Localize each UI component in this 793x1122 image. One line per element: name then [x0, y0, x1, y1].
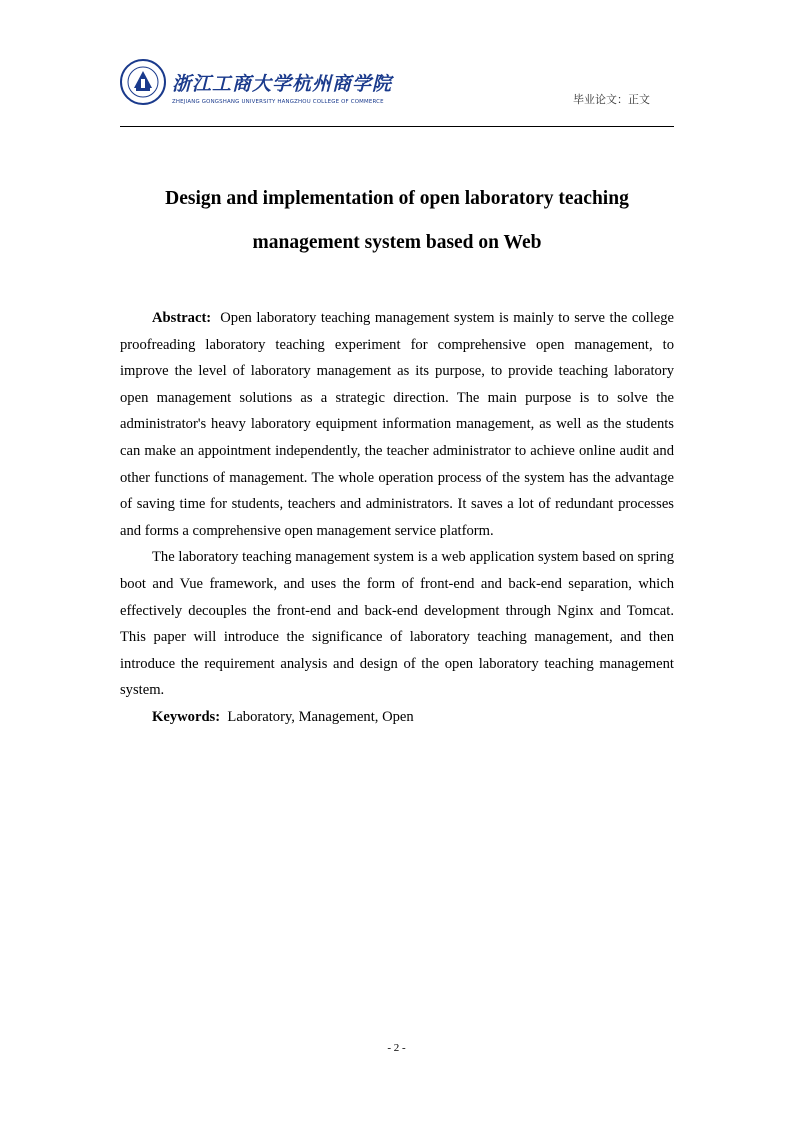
svg-text:ZHEJIANG GONGSHANG UNIVERSITY: ZHEJIANG GONGSHANG UNIVERSITY HANGZHOU COLLEGE OF COMMERCE	[172, 99, 384, 105]
title-line-2: management system based on Web	[252, 232, 542, 253]
keywords-line	[120, 704, 674, 731]
title-line-1: Design and implementation of open laboratory teaching	[165, 188, 629, 209]
page-number: - 2 -	[387, 1042, 406, 1054]
university-logo	[120, 57, 410, 107]
paper-title	[120, 177, 674, 265]
svg-text:浙江工商大学杭州商学院: 浙江工商大学杭州商学院	[172, 73, 393, 95]
seal-icon	[121, 60, 165, 104]
keywords-label: Keywords:	[152, 708, 221, 725]
abstract-text-1: Open laboratory teaching management system is mainly to serve the college proofreading laboratory teaching experiment for comprehensive open management, to improve the level of laboratory management as its purpose, to provide teaching laboratory open management solutions as a strategic direction. The main purpose is to solve the administrator's heavy laboratory equipment information management, as well as the students can make an appointment independently, the teacher administrator to achieve online audit and other functions of management. The whole operation process of the system has the advantage of saving time for students, teachers and administrators. It saves a lot of redundant processes and forms a comprehensive open management service platform.	[120, 310, 675, 539]
abstract-paragraph-2: The laboratory teaching management system is a web application system based on spring boot and Vue framework, and uses the form of front-end and back-end separation, which effectively decouples the front-end and back-end development through Nginx and Tomcat. This paper will introduce the significance of laboratory teaching management, and then introduce the requirement analysis and design of the open laboratory teaching management system.	[120, 549, 674, 699]
abstract-label: Abstract:	[152, 310, 212, 326]
header-divider	[120, 126, 674, 127]
header-label: 毕业论文：正文	[573, 93, 650, 106]
abstract-section	[120, 305, 674, 731]
keywords-value: Laboratory, Management, Open	[227, 708, 414, 725]
page-header	[120, 55, 674, 127]
abstract-paragraph-1	[120, 305, 674, 544]
